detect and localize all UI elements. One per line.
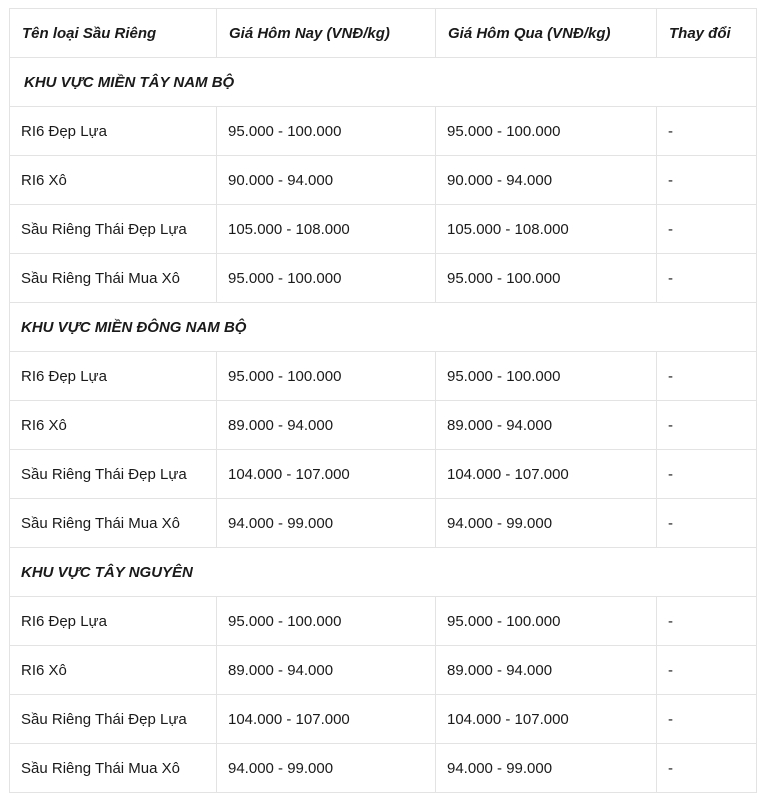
region-row [10,548,757,597]
table-row [10,597,757,646]
change-cell: - [657,254,757,303]
header-durian-type: Tên loại Sầu Riêng [10,9,217,58]
price-today-cell: 95.000 - 100.000 [217,107,436,156]
price-yesterday-cell: 95.000 - 100.000 [436,597,657,646]
header-price-yesterday: Giá Hôm Qua (VNĐ/kg) [436,9,657,58]
price-yesterday-cell: 94.000 - 99.000 [436,744,657,793]
price-today-cell: 105.000 - 108.000 [217,205,436,254]
header-change: Thay đổi [657,9,757,58]
change-cell: - [657,597,757,646]
price-today-cell: 89.000 - 94.000 [217,646,436,695]
price-today-cell: 95.000 - 100.000 [217,352,436,401]
durian-name-cell: RI6 Xô [10,646,217,695]
durian-name-cell: Sầu Riêng Thái Đẹp Lựa [10,695,217,744]
durian-name-cell: RI6 Đẹp Lựa [10,107,217,156]
price-today-cell: 94.000 - 99.000 [217,499,436,548]
price-today-cell: 95.000 - 100.000 [217,597,436,646]
change-cell: - [657,205,757,254]
region-label: KHU VỰC MIỀN TÂY NAM BỘ [10,58,757,107]
region-row [10,58,757,107]
change-cell: - [657,156,757,205]
durian-name-cell: Sầu Riêng Thái Đẹp Lựa [10,205,217,254]
change-cell: - [657,646,757,695]
table-row [10,401,757,450]
durian-name-cell: Sầu Riêng Thái Đẹp Lựa [10,450,217,499]
durian-name-cell: RI6 Đẹp Lựa [10,352,217,401]
table-row [10,254,757,303]
table-row [10,450,757,499]
durian-name-cell: Sầu Riêng Thái Mua Xô [10,744,217,793]
price-yesterday-cell: 95.000 - 100.000 [436,254,657,303]
price-yesterday-cell: 89.000 - 94.000 [436,401,657,450]
durian-name-cell: RI6 Xô [10,156,217,205]
table-row [10,156,757,205]
price-yesterday-cell: 89.000 - 94.000 [436,646,657,695]
table-row [10,744,757,793]
price-today-cell: 89.000 - 94.000 [217,401,436,450]
durian-name-cell: RI6 Xô [10,401,217,450]
table-row [10,646,757,695]
durian-name-cell: Sầu Riêng Thái Mua Xô [10,499,217,548]
durian-name-cell: Sầu Riêng Thái Mua Xô [10,254,217,303]
price-today-cell: 90.000 - 94.000 [217,156,436,205]
price-yesterday-cell: 95.000 - 100.000 [436,352,657,401]
change-cell: - [657,744,757,793]
price-yesterday-cell: 90.000 - 94.000 [436,156,657,205]
table-row [10,352,757,401]
change-cell: - [657,499,757,548]
region-label: KHU VỰC TÂY NGUYÊN [10,548,757,597]
region-row [10,303,757,352]
change-cell: - [657,401,757,450]
price-today-cell: 104.000 - 107.000 [217,450,436,499]
change-cell: - [657,107,757,156]
price-yesterday-cell: 104.000 - 107.000 [436,450,657,499]
price-yesterday-cell: 95.000 - 100.000 [436,107,657,156]
table-row [10,107,757,156]
change-cell: - [657,450,757,499]
price-today-cell: 94.000 - 99.000 [217,744,436,793]
table-body [10,58,757,793]
change-cell: - [657,352,757,401]
change-cell: - [657,695,757,744]
durian-name-cell: RI6 Đẹp Lựa [10,597,217,646]
table-row [10,499,757,548]
price-yesterday-cell: 94.000 - 99.000 [436,499,657,548]
durian-price-table [9,8,757,793]
header-price-today: Giá Hôm Nay (VNĐ/kg) [217,9,436,58]
price-today-cell: 95.000 - 100.000 [217,254,436,303]
table-header-row [10,9,757,58]
table-row [10,695,757,744]
table-row [10,205,757,254]
region-label: KHU VỰC MIỀN ĐÔNG NAM BỘ [10,303,757,352]
price-today-cell: 104.000 - 107.000 [217,695,436,744]
price-yesterday-cell: 105.000 - 108.000 [436,205,657,254]
price-yesterday-cell: 104.000 - 107.000 [436,695,657,744]
